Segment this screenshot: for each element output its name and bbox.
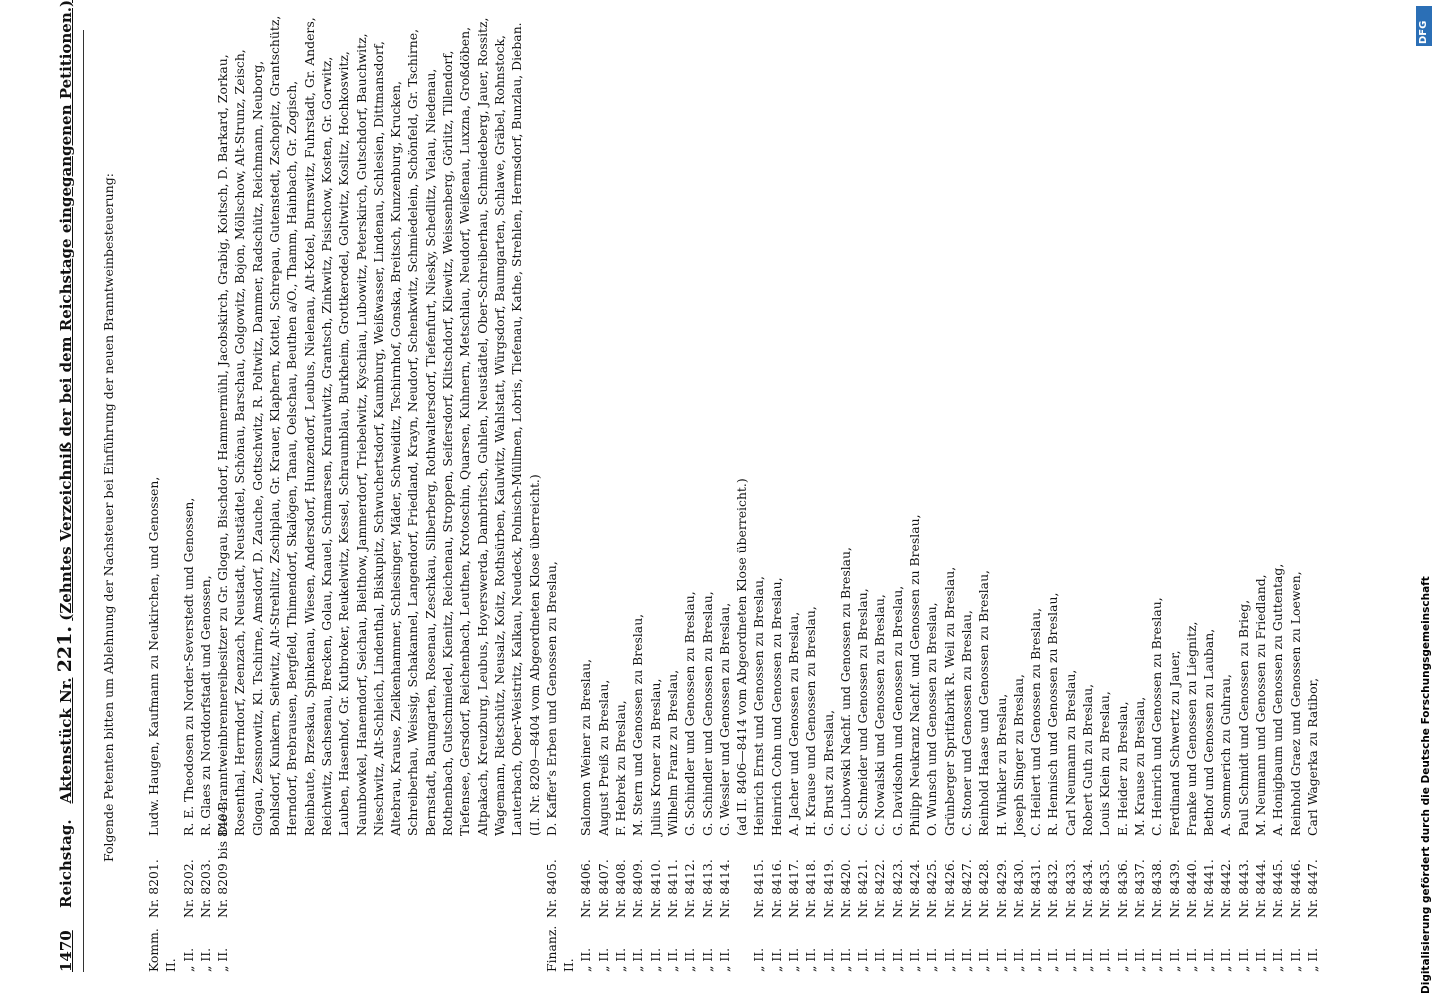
petitioner-text: Philipp Neukranz Nachf. und Genossen zu Breslau, — [907, 514, 923, 836]
committee-label: „ II. — [907, 947, 923, 972]
petition-number: Nr. 8429. — [993, 859, 1009, 918]
petitioner-text: G. Schindler und Genossen zu Breslau, — [682, 591, 698, 836]
petitioner-text: Louis Klein zu Breslau, — [1097, 691, 1113, 836]
list-item — [1096, 12, 1113, 972]
list-item — [1183, 12, 1200, 972]
committee-label: „ II. — [993, 947, 1009, 972]
petitioner-text: M. Neumann und Genossen zu Friedland, — [1253, 574, 1268, 836]
list-item — [975, 12, 992, 972]
digitization-credit: Digitalisierung gefördert durch die Deutsche Forschungsgemeinschaft — [1420, 576, 1432, 994]
petitioner-text: Die Branntweinbrennereibesitzer zu Gr. Glogau, Bischdorf, Hammermühl, Jacobskirch, Grabig, Koitsch, D. Barkard, Zorkau, Rosenthal, Herrndorf, Zeenzach, Neustadt, Neustädtel, Schönau, Barschau, Golgowitz, Bojon, Möllschow, Alt-Strunz, Zeisch, Glogau, Zessnowitz, Kl. Tschirne, Amsdorf, D. Zauche, Gottschwitz, R. Poltwitz, Dammer, Radschütz, Reichmann, Neuborg, Bohlsdorf, Kunkern, Seitwitz, Alt-Strehlitz, Zschiplau, Gr. Krauer, Klaphern, Kottel, Schrepau, Gutenstedt, Zschopitz, Grantschütz, Herndorf, Brebrausen, Bergfeld, Thimendorf, Skalögen, Tanau, Oelschau, Beuthen a/O., Thamm, Hainbach, Gr. Zogisch, Reinbaute, Brzeskau, Spinkenau, Wiesen, Andersdorf, Hunzendorf, Leubus, Nielenau, Alt-Kotel, Burnswitz, Fuhrstadt, Gr. Anders, Reichwitz, Sachsenau, Brecken, Golau, Knauel, Schmarsen, Knrautwitz, Grantsch, Zinkwitz, Pisischow, Kosten, Gr. Gorwitz, Lauben, Hasenhof, Gr. Kutbroker, Reukelwitz, Kessel, Schraumblau, Burkheim, Grottkerodel, Goltwitz, Koslitz, Hochkoswitz, Naunbowkel, Hanemdorf, Seichau, Bielthow, Jammerdorf, Triebelwitz, Kyschiau, Lubowitz, Peterskirch, Gutschdorf, Bauchwitz, Nieschwitz, Alt-Schleich, Lindenthal, Biskupitz, Schwuchertsdorf, Kaumburg, Weißwasser, Lindenau, Schlesien, Dittmansdorf, Altebrau, Krause, Zielkenhammer, Schlesinger, Mäder, Schweiditz, Tschirnhof, Gonska, Breitsch, Kunzenburg, Krucken, Schreiberhau, Weissig, Schakannel, Langendorf, Friedland, Krayn, Neudorf, Schenkwitz, Schmiedelein, Schönfeld, Gr. Tschirne, Bernstadt, Baumgarten, Rosenau, Zeschkau, Silberberg, Rothwaltersdorf, Tiefenfurt, Niesky, Schedlitz, Vielau, Niedenau, Rothenbach, Gutschmiedel, Kienitz, Reichenau, Stroppen, Seifersdorf, Klitschdorf, Kliewitz, Weissenberg, Görlitz, Tillendorf, Tiefensee, Gersdorf, Reichenbach, Leuthen, Krotoschin, Quarsen, Kuhnern, Metschlau, Neudorf, Weißenau, Luxzna, Großdöben, Altpakach, Kreuzburg, Leubus, Hoyerswerda, Dambritsch, Guhlen, Neustädtel, Ober-Schreiberhau, Schmiedeberg, Jauer, Rossitz, Wagemann, Rietschütz, Neusalz, Koitz, Rothsürben, Kaulwitz, Wahlstatt, Würgsdorf, Baumgarten, Schlawe, Gräbel, Rohnstock, Lauterbach, Ober-Weistritz, Kalkau, Neudeck, Polnisch-Müllmen, Lobris, Tiefenau, Kathe, Strehlen, Hermsdorf, Bunzlau, Dieban. — [215, 15, 525, 836]
petition-number: Nr. 8433. — [1062, 859, 1078, 918]
petition-number: Nr. 8442. — [1218, 859, 1234, 918]
committee-label: „ II. — [768, 947, 784, 972]
petition-number: Nr. 8414. — [716, 859, 732, 918]
committee-label: „ II. — [803, 947, 819, 972]
petitioner-text: Salomon Weiner zu Breslau, — [578, 658, 594, 836]
list-item — [612, 12, 629, 972]
committee-label: „ II. — [837, 947, 853, 972]
digitization-sidebar — [1418, 4, 1432, 996]
list-item — [993, 12, 1010, 972]
dfg-logo-text: DFG — [1418, 20, 1429, 44]
list-item — [1287, 12, 1304, 972]
petitioner-text: G. Davidsohn und Genossen zu Breslau, — [889, 585, 905, 836]
committee-label: „ II. — [215, 947, 231, 972]
committee-label: „ II. — [197, 947, 213, 972]
list-item — [750, 12, 767, 972]
petition-number: Nr. 8447. — [1304, 859, 1320, 918]
petitioner-text: M. Stern und Genossen zu Breslau, — [630, 613, 646, 836]
list-note: (ad II. 8406—8414 vom Abgeordneten Klose überreicht.) — [734, 478, 750, 836]
list-item — [837, 12, 854, 972]
petition-number: Nr. 8417. — [785, 859, 801, 918]
petition-number: Nr. 8435. — [1097, 859, 1113, 918]
petitioner-text: C. Nowalski und Genossen zu Breslau, — [872, 594, 888, 836]
petitioner-text: Joseph Singer zu Breslau, — [1010, 674, 1026, 836]
petitioner-text: Ferdinand Schwertz zu Jauer, — [1166, 650, 1182, 836]
page-number: 1470 — [57, 930, 75, 972]
petition-number: Nr. 8443. — [1235, 859, 1251, 918]
list-item — [820, 12, 837, 972]
list-item — [699, 12, 716, 972]
petition-number: Nr. 8423. — [889, 859, 905, 918]
petition-number: Nr. 8420. — [837, 859, 853, 918]
petitioner-text: R. E. Theodosen zu Norder-Severstedt und Genossen, — [180, 497, 196, 836]
page-header — [54, 0, 82, 972]
committee-label: „ II. — [664, 947, 680, 972]
petitioner-text: A. Jacher und Genossen zu Breslau, — [785, 611, 801, 836]
petitioner-text: Reinhold Haase und Genossen zu Breslau, — [976, 570, 992, 836]
petition-number: Nr. 8409. — [630, 859, 646, 918]
petitioner-text: C. Stoner und Genossen zu Breslau, — [958, 610, 974, 836]
petitioner-text: G. Wessler und Genossen zu Breslau, — [716, 602, 732, 836]
petition-number: Nr. 8440. — [1183, 859, 1199, 918]
header-rule — [83, 30, 84, 972]
committee-label: „ II. — [1235, 947, 1251, 972]
list-item — [1217, 12, 1234, 972]
list-item — [1166, 12, 1183, 972]
petition-number: Nr. 8202. — [180, 859, 196, 918]
committee-label: „ II. — [751, 947, 767, 972]
committee-label: Finanz. II. — [543, 925, 577, 972]
list-item — [941, 12, 958, 972]
committee-label: „ II. — [820, 947, 836, 972]
committee-label: „ II. — [180, 947, 196, 972]
petition-number: Nr. 8437. — [1131, 859, 1147, 918]
petitioner-text: Reinhold Graez und Genossen zu Loewen, — [1287, 571, 1303, 836]
committee-label: „ II. — [941, 947, 957, 972]
committee-label: „ II. — [578, 947, 594, 972]
source-label: Reichstag. — [57, 819, 75, 908]
petition-number: Nr. 8419. — [820, 859, 836, 918]
list-item — [854, 12, 871, 972]
petition-number: Nr. 8209 bis 8404. — [215, 801, 231, 918]
list-item — [768, 12, 785, 972]
petition-number: Nr. 8411. — [664, 859, 680, 918]
committee-label: „ II. — [872, 947, 888, 972]
committee-label: „ II. — [1201, 947, 1217, 972]
intro-text: Folgende Petenten bitten um Ablehnung der Nachsteuer bei Einführung der neuen Branntweinbesteuerung: — [101, 173, 116, 862]
petition-number: Nr. 8446. — [1287, 859, 1303, 918]
list-item — [1252, 12, 1269, 972]
list-item — [145, 12, 180, 972]
petition-number: Nr. 8416. — [768, 859, 784, 918]
committee-label: „ II. — [630, 947, 646, 972]
committee-label: „ II. — [1218, 947, 1234, 972]
petition-number: Nr. 8203. — [197, 859, 213, 918]
committee-label: „ II. — [647, 947, 663, 972]
document-number: 221. — [54, 626, 76, 673]
committee-label: „ II. — [1253, 947, 1268, 972]
list-item — [197, 12, 214, 972]
list-item — [785, 12, 802, 972]
petitioner-text: Ludw. Haugen, Kaufmann zu Neukirchen, und Genossen, — [146, 476, 161, 836]
committee-label: „ II. — [1028, 947, 1044, 972]
petition-number: Nr. 8441. — [1201, 859, 1217, 918]
committee-label: „ II. — [1062, 947, 1078, 972]
committee-label: „ II. — [924, 947, 940, 972]
petition-number: Nr. 8439. — [1166, 859, 1182, 918]
petitioner-text: Heinrich Ernst und Genossen zu Breslau, — [751, 576, 767, 836]
committee-label: „ II. — [1045, 947, 1061, 972]
list-item — [1114, 12, 1131, 972]
petitioner-text: Robert Guth zu Breslau, — [1080, 683, 1096, 836]
petitioner-text: C. Heinrich und Genossen zu Breslau, — [1149, 597, 1165, 836]
list-item — [577, 12, 594, 972]
petitioner-text: A. Honigbaum und Genossen zu Guttentag, — [1270, 563, 1286, 836]
petitioner-text: Grünberger Spritfabrik R. Weil zu Breslau, — [941, 566, 957, 836]
petitioner-text: Carl Neumann zu Breslau, — [1062, 669, 1078, 836]
list-item — [1044, 12, 1061, 972]
list-item — [543, 12, 578, 972]
petition-number: Nr. 8444. — [1253, 859, 1268, 918]
petition-number: Nr. 8445. — [1270, 859, 1286, 918]
list-item — [664, 12, 681, 972]
list-item — [871, 12, 888, 972]
committee-label: „ II. — [855, 947, 871, 972]
petitioner-text: Franke und Genossen zu Liegnitz, — [1183, 621, 1199, 836]
petition-number: Nr. 8422. — [872, 859, 888, 918]
committee-label: „ II. — [1149, 947, 1165, 972]
petition-number: Nr. 8418. — [803, 859, 819, 918]
committee-label: „ II. — [1080, 947, 1096, 972]
committee-label: „ II. — [1166, 947, 1182, 972]
list-item — [1148, 12, 1165, 972]
petitioner-text: A. Sommerich zu Guhrau, — [1218, 674, 1234, 836]
committee-label: Komm. II. — [146, 928, 179, 972]
petitioner-text: G. Schindler und Genossen zu Breslau, — [699, 591, 715, 836]
list-item — [716, 12, 733, 972]
petition-number: Nr. 8415. — [751, 859, 767, 918]
petition-number: Nr. 8432. — [1045, 859, 1061, 918]
petitioner-text: H. Krause und Genossen zu Breslau, — [803, 606, 819, 836]
committee-label: „ II. — [1114, 947, 1130, 972]
petitioner-text: G. Brust zu Breslau, — [820, 709, 836, 836]
list-item — [1304, 12, 1321, 972]
committee-label: „ II. — [1270, 947, 1286, 972]
committee-label: „ II. — [716, 947, 732, 972]
petition-number: Nr. 8412. — [682, 859, 698, 918]
petitioner-text: Julius Kroner zu Breslau, — [647, 678, 663, 836]
list-item — [1079, 12, 1096, 972]
petition-number: Nr. 8438. — [1149, 859, 1165, 918]
committee-label: „ II. — [613, 947, 629, 972]
list-item — [906, 12, 923, 972]
petitioner-text: E. Heider zu Breslau, — [1114, 701, 1130, 836]
petitioner-text: C. Heilert und Genossen zu Breslau, — [1028, 607, 1044, 836]
petitioner-text: M. Krause zu Breslau, — [1131, 696, 1147, 836]
petition-number: Nr. 8413. — [699, 859, 715, 918]
petitioner-text: R. Hennisch und Genossen zu Breslau, — [1045, 592, 1061, 836]
committee-label: „ II. — [682, 947, 698, 972]
document-title: (Zehntes Verzeichniß der bei dem Reichstage eingegangenen Petitionen.) — [57, 0, 75, 621]
petitioner-text: H. Winkler zu Breslau, — [993, 693, 1009, 836]
petitioner-text: R. Glaes zu Norddorfstadt und Genossen, — [197, 575, 213, 836]
list-item — [647, 12, 664, 972]
committee-label: „ II. — [1010, 947, 1026, 972]
petition-number: Nr. 8436. — [1114, 859, 1130, 918]
list-item — [958, 12, 975, 972]
committee-label: „ II. — [785, 947, 801, 972]
list-item — [923, 12, 940, 972]
petitioner-text: Wilhelm Franz zu Breslau, — [664, 669, 680, 836]
committee-label: „ II. — [1131, 947, 1147, 972]
petition-number: Nr. 8410. — [647, 859, 663, 918]
list-item — [1235, 12, 1252, 972]
petition-number: Nr. 8425. — [924, 859, 940, 918]
petition-list — [145, 12, 1321, 972]
petition-number: Nr. 8201. — [146, 859, 161, 918]
list-note: (II. Nr. 8209—8404 vom Abgeordneten Klose überreicht.) — [526, 474, 542, 836]
list-item — [1269, 12, 1286, 972]
list-item — [1200, 12, 1217, 972]
petitioner-text: Carl Wagerka zu Ratibor, — [1304, 677, 1320, 836]
list-item — [889, 12, 906, 972]
committee-label: „ II. — [1304, 947, 1320, 972]
petition-number: Nr. 8427. — [958, 859, 974, 918]
petition-number: Nr. 8428. — [976, 859, 992, 918]
committee-label: „ II. — [1183, 947, 1199, 972]
list-item — [1131, 12, 1148, 972]
committee-label: „ II. — [699, 947, 715, 972]
petition-number: Nr. 8406. — [578, 859, 594, 918]
committee-label: „ II. — [1097, 947, 1113, 972]
petitioner-text: D. Kaffer's Erben und Genossen zu Breslau, — [543, 561, 559, 836]
list-item — [681, 12, 698, 972]
petitioner-text: C. Schneider und Genossen zu Breslau, — [855, 588, 871, 836]
petition-number: Nr. 8424. — [907, 859, 923, 918]
petitioner-text: C. Lubowski Nachf. und Genossen zu Breslau, — [837, 547, 853, 836]
petitioner-text: August Preiß zu Breslau, — [595, 679, 611, 836]
list-item — [802, 12, 819, 972]
petition-number: Nr. 8434. — [1080, 859, 1096, 918]
committee-label: „ II. — [958, 947, 974, 972]
list-item — [595, 12, 612, 972]
petition-number: Nr. 8407. — [595, 859, 611, 918]
petitioner-text: F. Hebrek zu Breslau, — [613, 700, 629, 836]
petition-number: Nr. 8426. — [941, 859, 957, 918]
petitioner-text: Bethof und Genossen zu Lauban, — [1201, 628, 1217, 836]
petitioner-text: O. Wunsch und Genossen zu Breslau, — [924, 602, 940, 836]
committee-label: „ II. — [595, 947, 611, 972]
committee-label: „ II. — [889, 947, 905, 972]
committee-label: „ II. — [976, 947, 992, 972]
list-item — [1010, 12, 1027, 972]
list-item — [180, 12, 197, 972]
petition-number: Nr. 8405. — [543, 859, 559, 918]
list-item — [214, 12, 525, 972]
list-item — [1062, 12, 1079, 972]
petition-number: Nr. 8421. — [855, 859, 871, 918]
petition-number: Nr. 8430. — [1010, 859, 1026, 918]
committee-label: „ II. — [1287, 947, 1303, 972]
intro-paragraph — [100, 32, 118, 972]
list-item — [629, 12, 646, 972]
petition-number: Nr. 8431. — [1028, 859, 1044, 918]
document-label: Aktenstück Nr. — [57, 677, 75, 804]
petitioner-text: Paul Schmidt und Genossen zu Brieg, — [1235, 599, 1251, 836]
petitioner-text: Heinrich Cohn und Genossen zu Breslau, — [768, 577, 784, 836]
list-item — [1027, 12, 1044, 972]
petition-number: Nr. 8408. — [613, 859, 629, 918]
